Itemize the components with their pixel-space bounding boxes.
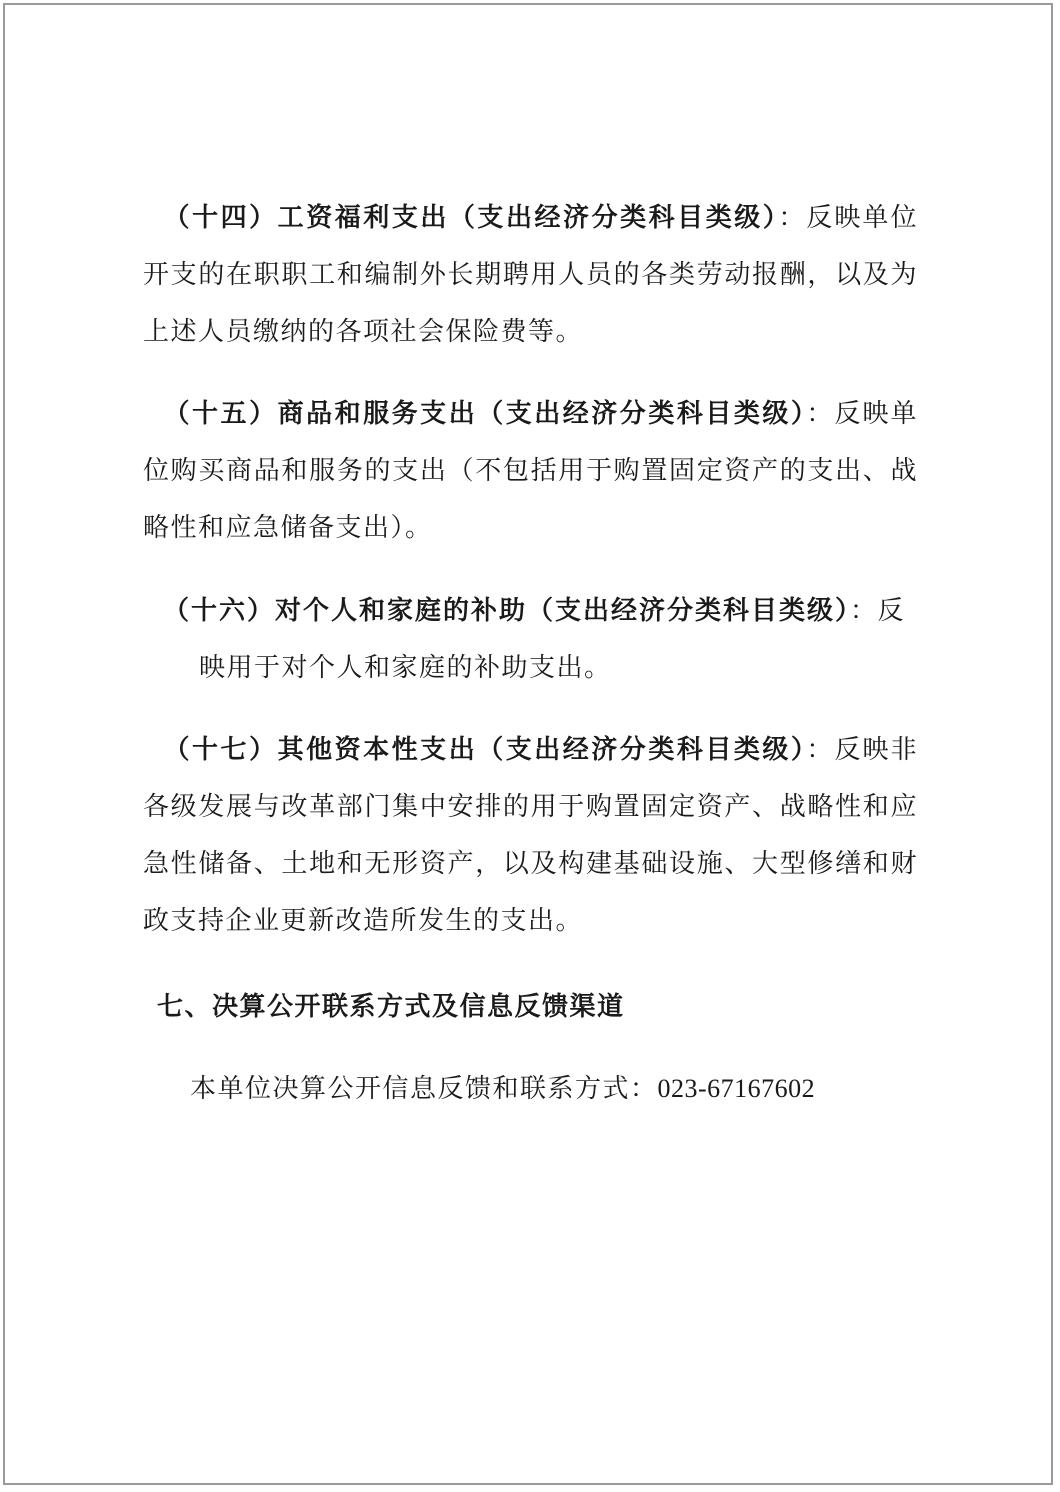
paragraph-text-continued: 映用于对个人和家庭的补助支出。 (199, 653, 612, 683)
paragraph-other-capital-expenditure (143, 722, 918, 950)
paragraph-wage-welfare-expenditure (143, 190, 918, 361)
paragraph-lead: （十五）商品和服务支出（支出经济分类科目类级） (163, 399, 807, 429)
paragraph-lead: （十四）工资福利支出（支出经济分类科目类级） (163, 203, 779, 233)
paragraph-lead: （十六）对个人和家庭的补助（支出经济分类科目类级） (163, 596, 851, 626)
contact-line (190, 1064, 815, 1114)
paragraph-lead: （十七）其他资本性支出（支出经济分类科目类级） (163, 735, 807, 765)
paragraph-goods-services-expenditure (143, 386, 918, 557)
paragraph-personal-household-subsidy (143, 583, 918, 697)
paragraph-text: ：反 (850, 596, 906, 626)
contact-phone: 023-67167602 (657, 1074, 816, 1103)
paragraph-text: ：反映非各级发展与改革部门集中安排的用于购置固定资产、战略性和应急性储备、土地和无形资产，以及构建基础设施、大型修缮和财政支持企业更新改造所发生的支出。 (143, 735, 918, 936)
contact-label: 本单位决算公开信息反馈和联系方式： (190, 1074, 658, 1104)
section-heading: 七、决算公开联系方式及信息反馈渠道 (157, 992, 625, 1022)
paragraph-text: ：反映单位开支的在职职工和编制外长期聘用人员的各类劳动报酬，以及为上述人员缴纳的各项社会保险费等。 (143, 203, 918, 347)
paragraph-text: ：反映单位购买商品和服务的支出（不包括用于购置固定资产的支出、战略性和应急储备支出）。 (143, 399, 918, 543)
